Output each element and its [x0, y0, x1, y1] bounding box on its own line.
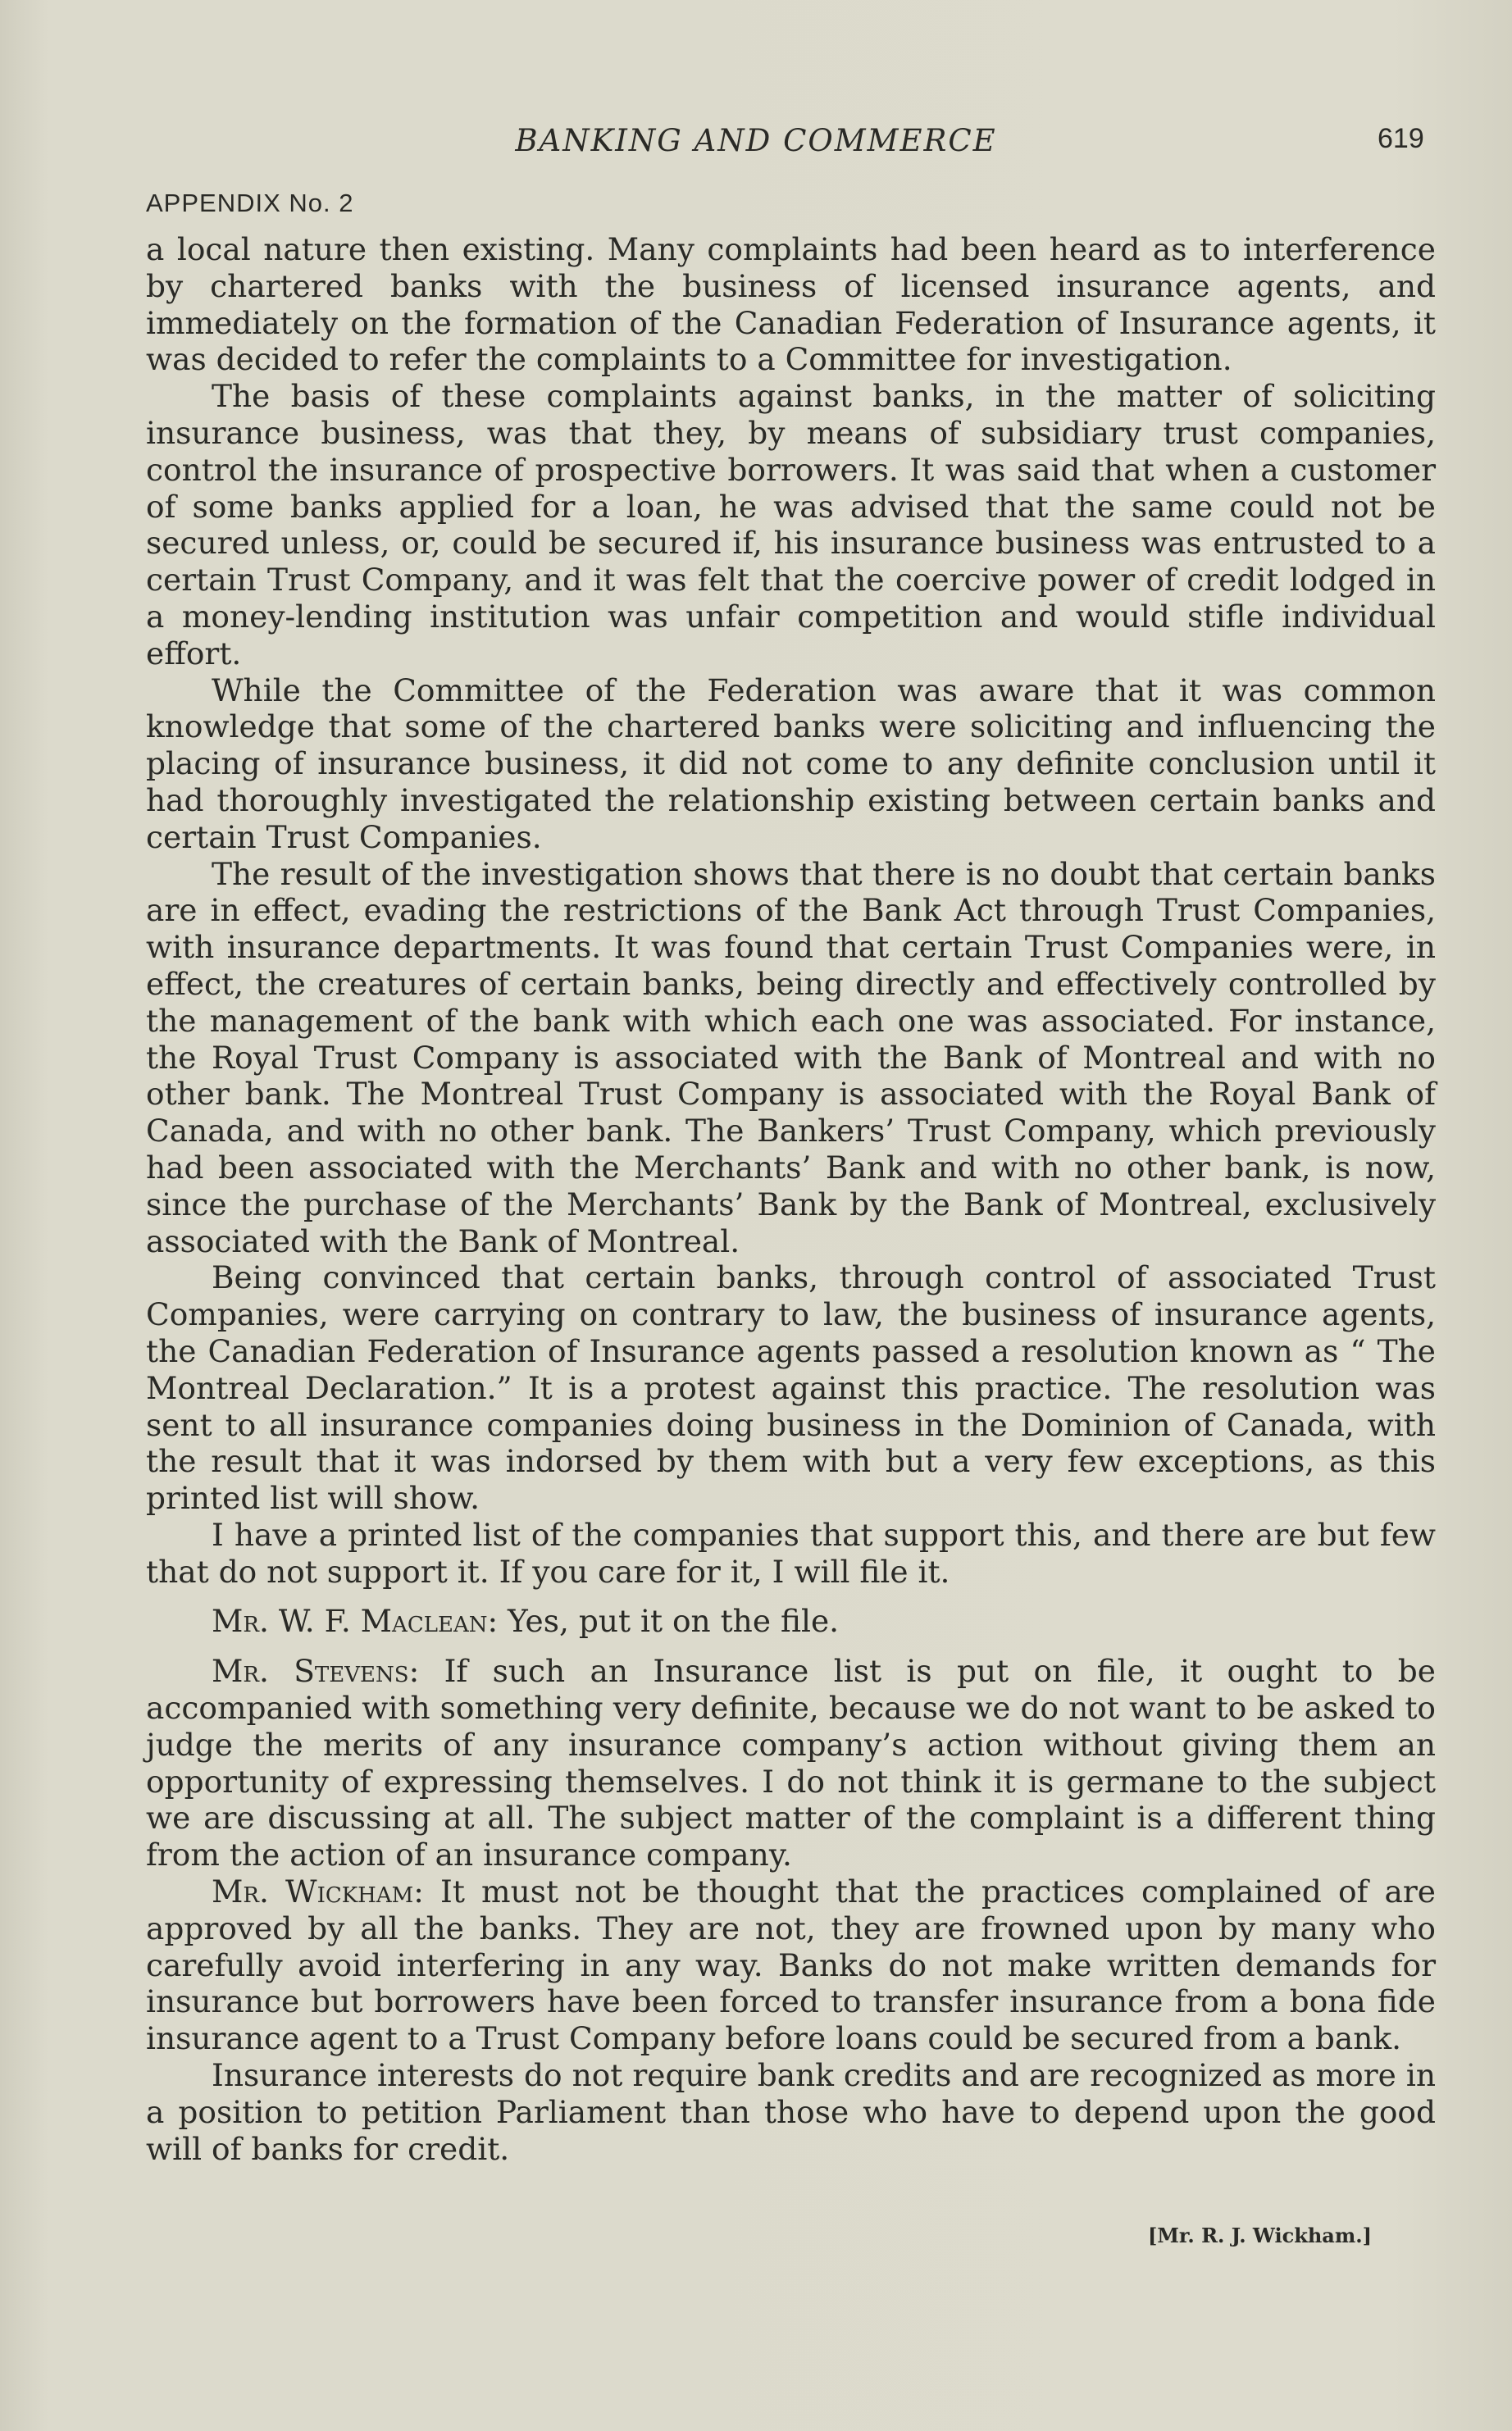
speech-text: It must not be thought that the practices complained of are approved by all the banks. They are not, they are frowned upon by many who carefully avoid interfering in any way. Banks do not make written demands for insurance but borrowers have been forced to transfer insurance from a bona fide insurance agent to a Trust Company before loans could be secured from a bank. — [146, 1873, 1437, 2057]
speaker-name: Mr. Wickham: — [212, 1873, 424, 1910]
paragraph — [146, 672, 1436, 856]
speech-stevens — [146, 1653, 1436, 1873]
page-number: 619 — [1378, 123, 1424, 154]
paragraph-text: While the Committee of the Federation was aware that it was common knowledge that some of the chartered banks were soliciting and influencing the placing of insurance business, it did not come to any definite conclusion until it had thoroughly investigated the relationship existing between certain banks and certain Trust Companies. — [146, 671, 1436, 855]
speech-wickham — [146, 1873, 1436, 2057]
paragraph — [146, 1259, 1436, 1517]
speech-maclean — [146, 1603, 1436, 1640]
paragraph — [146, 2057, 1436, 2167]
paragraph-text: I have a printed list of the companies that support this, and there are but few that do not support it. If you care for it, I will file it. — [146, 1516, 1436, 1590]
paragraph — [146, 1517, 1436, 1591]
speech-text: If such an Insurance list is put on file, it ought to be accompanied with something very definite, because we do not want to be asked to judge the merits of any insurance company’s action without giving them an opportunity of expressing themselves. I do not think it is germane to the subject we are discussing at all. The subject matter of the complaint is a different thing from the action of an insurance company. — [146, 1653, 1436, 1873]
paragraph — [146, 378, 1436, 671]
appendix-label: APPENDIX No. 2 — [146, 189, 354, 217]
paragraph-text: Being convinced that certain banks, through control of associated Trust Companies, were carrying on contrary to law, the business of insurance agents, the Canadian Federation of Insurance agents passed a resolution known as “ The Montreal Declaration.” It is a protest against this practice. The resolution was sent to all insurance companies doing business in the Dominion of Canada, with the result that it was indorsed by them with but a very few exceptions, as this printed list will show. — [146, 1259, 1436, 1517]
paragraph-text: Insurance interests do not require bank credits and are recognized as more in a position to petition Parliament than those who have to depend upon the good will of banks for credit. — [146, 2057, 1436, 2167]
paragraph — [146, 856, 1436, 1260]
paragraph-text: The basis of these complaints against banks, in the matter of soliciting insurance business, was that they, by means of subsidiary trust companies, control the insurance of prospective borrowers. It was said that when a customer of some banks applied for a loan, he was advised that the same could not be secured unless, or, could be secured if, his insurance business was entrusted to a certain Trust Company, and it was felt that the coercive power of credit lodged in a money-lending institution was unfair competition and would stifle individual effort. — [146, 378, 1436, 671]
paragraph — [146, 231, 1436, 378]
speaker-attribution: [Mr. R. J. Wickham.] — [1148, 2224, 1372, 2247]
running-head: BANKING AND COMMERCE — [515, 123, 997, 158]
speech-text: Yes, put it on the file. — [498, 1603, 840, 1640]
paragraph-text: The result of the investigation shows that there is no doubt that certain banks are in effect, evading the restrictions of the Bank Act through Trust Companies, with insurance departments. It was found that certain Trust Companies were, in effect, the creatures of certain banks, being directly and effectively controlled by the management of the bank with which each one was associated. For instance, the Royal Trust Company is associated with the Bank of Montreal and with no other bank. The Montreal Trust Company is associated with the Royal Bank of Canada, and with no other bank. The Bankers’ Trust Company, which previously had been associated with the Merchants’ Bank and with no other bank, is now, since the purchase of the Merchants’ Bank by the Bank of Montreal, exclusively associated with the Bank of Montreal. — [146, 855, 1436, 1259]
paragraph-text: a local nature then existing. Many complaints had been heard as to interference by chartered banks with the business of licensed insurance agents, and immediately on the formation of the Canadian Federation of Insurance agents, it was decided to refer the complaints to a Committee for investigation. — [146, 231, 1436, 378]
speaker-name: Mr. Stevens: — [212, 1653, 420, 1690]
speaker-name: Mr. W. F. Maclean: — [212, 1603, 499, 1640]
body-text — [146, 231, 1436, 2167]
